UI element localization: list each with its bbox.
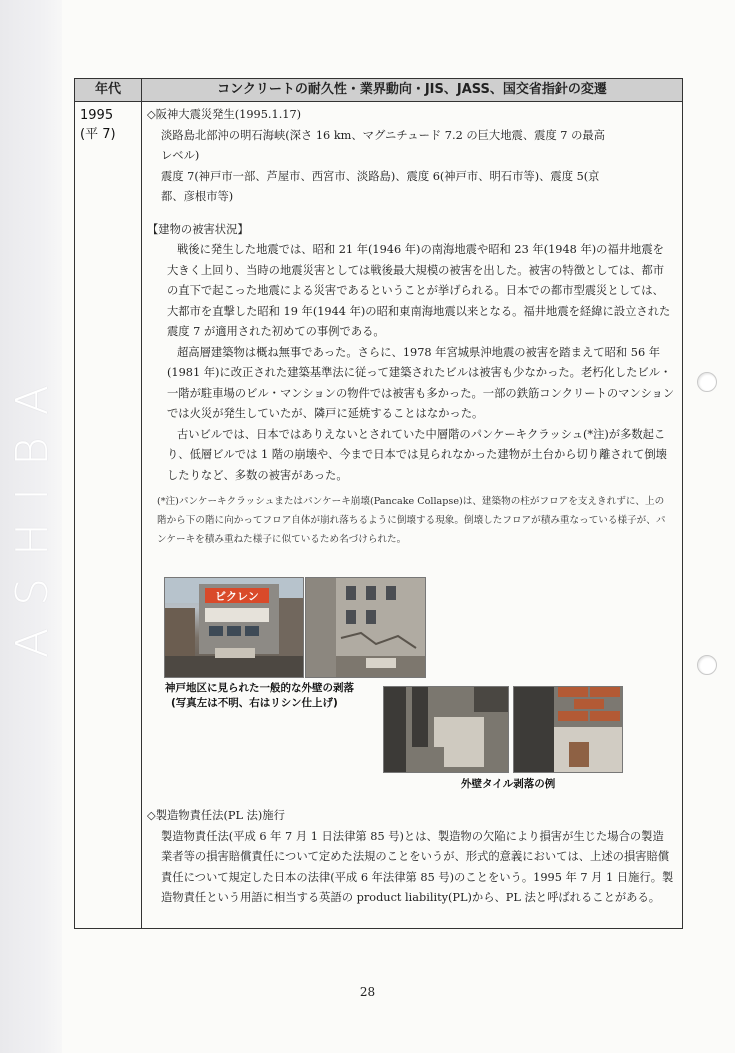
quake-line: レベル) (161, 149, 200, 162)
caption-kobe-line2: (写真左は不明、右はリシン仕上げ) (171, 697, 338, 709)
damage-paragraph: 古いビルでは、日本ではありえないとされていた中層階のパンケーキクラッシュ(*注)が多数起こり、低層ビルでは 1 階の崩壊や、今まで日本では見られなかった建物が土台から切り離されて倒壊したりなど、多数の被害があった。 (167, 427, 667, 482)
year-cell (80, 106, 138, 144)
footnote-pancake: (*注)パンケーキクラッシュまたはパンケーキ崩壊(Pancake Collapse)は、建築物の柱がフロアを支えきれずに、上の階から下の階に向かってフロア自体が崩れ落ちるように倒壊する現象。倒壊したフロアが積み重なっている様子が、パンケーキを積み重ねた様子に似ているため名づけられた。 (157, 496, 666, 545)
table-header (75, 79, 682, 102)
year-number: 1995 (80, 108, 114, 123)
shop-sign-text: ビクレン (215, 590, 259, 603)
cracked-wall-graphic (306, 578, 426, 678)
quake-line: 震度 7(神戸市一部、芦屋市、西宮市、淡路島)、震度 6(神戸市、明石市等)、震度 5(京 (161, 169, 600, 183)
photo-street-building (164, 577, 304, 678)
header-content: コンクリートの耐久性・業界動向・JIS、JASS、国交省指針の変遷 (217, 82, 607, 97)
pl-heading: ◇製造物責任法(PL 法)施行 (147, 809, 285, 822)
damage-paragraph: 戦後に発生した地震では、昭和 21 年(1946 年)の南海地震や昭和 23 年(1948 年)の福井地震を大きく上回り、当時の地震災害としては戦後最大規模の被害を出した。被害の特徴としては、都市の直下で起こった地震による災害であるということが挙げられる。日本での都市型震災としては、大都市を直撃した昭和 19 年(1944 年)の昭和東南海地震以来となる。福井地震を経緯に設立された震度 7 が適用された初めての事例である。 (167, 243, 671, 338)
tile-graphic-1 (384, 687, 509, 773)
photo-caption-tile: 外壁タイル剥落の例 (461, 778, 556, 790)
damage-heading: 【建物の被害状況】 (147, 222, 249, 236)
quake-line: 淡路島北部沖の明石海峡(深さ 16 km、マグニチュード 7.2 の巨大地震、震度 7 の最高 (161, 128, 605, 142)
year-era: (平 7) (80, 127, 116, 142)
quake-line: 都、彦根市等) (161, 190, 234, 203)
photo-caption-kobe (165, 681, 380, 711)
side-title: ASHIBA (6, 362, 58, 658)
history-table (74, 78, 683, 929)
content-cell (147, 105, 675, 549)
photo-tile-peeling-1 (383, 686, 509, 773)
pl-section (147, 806, 675, 909)
caption-kobe-line1: 神戸地区に見られた一般的な外壁の剥落 (165, 682, 354, 694)
column-divider (141, 79, 142, 928)
damage-paragraph: 超高層建築物は概ね無事であった。さらに、1978 年宮城県沖地震の被害を踏まえて昭和 56 年(1981 年)に改正された建築基準法に従って建築されたビルは被害も少なかった。老朽化したビル・一階が駐車場のビル・マンションの物件では被害も多かった。一部の鉄筋コンクリートのマンションでは火災が発生していたが、隣戸に延焼することはなかった。 (167, 345, 675, 420)
binder-hole-bottom (697, 655, 717, 675)
page-number: 28 (359, 985, 376, 999)
quake-heading: ◇阪神大震災発生(1995.1.17) (147, 108, 302, 121)
photo-cracked-wall (305, 577, 426, 678)
photo-tile-peeling-2 (513, 686, 623, 773)
header-year: 年代 (94, 82, 121, 97)
street-scene-graphic (165, 578, 304, 678)
binder-hole-top (697, 372, 717, 392)
tile-graphic-2 (514, 687, 623, 773)
pl-paragraph: 製造物責任法(平成 6 年 7 月 1 日法律第 85 号)とは、製造物の欠陥により損害が生じた場合の製造業者等の損害賠償責任について定めた法規のことをいうが、形式的意義においては、上述の損害賠償責任について規定した日本の法律(平成 6 年法律第 85 号)のことをいう。1995 年 7 月 1 日施行。製造物責任という用語に相当する英語の product liability(PL)から、PL 法と呼ばれることがある。 (161, 829, 674, 904)
